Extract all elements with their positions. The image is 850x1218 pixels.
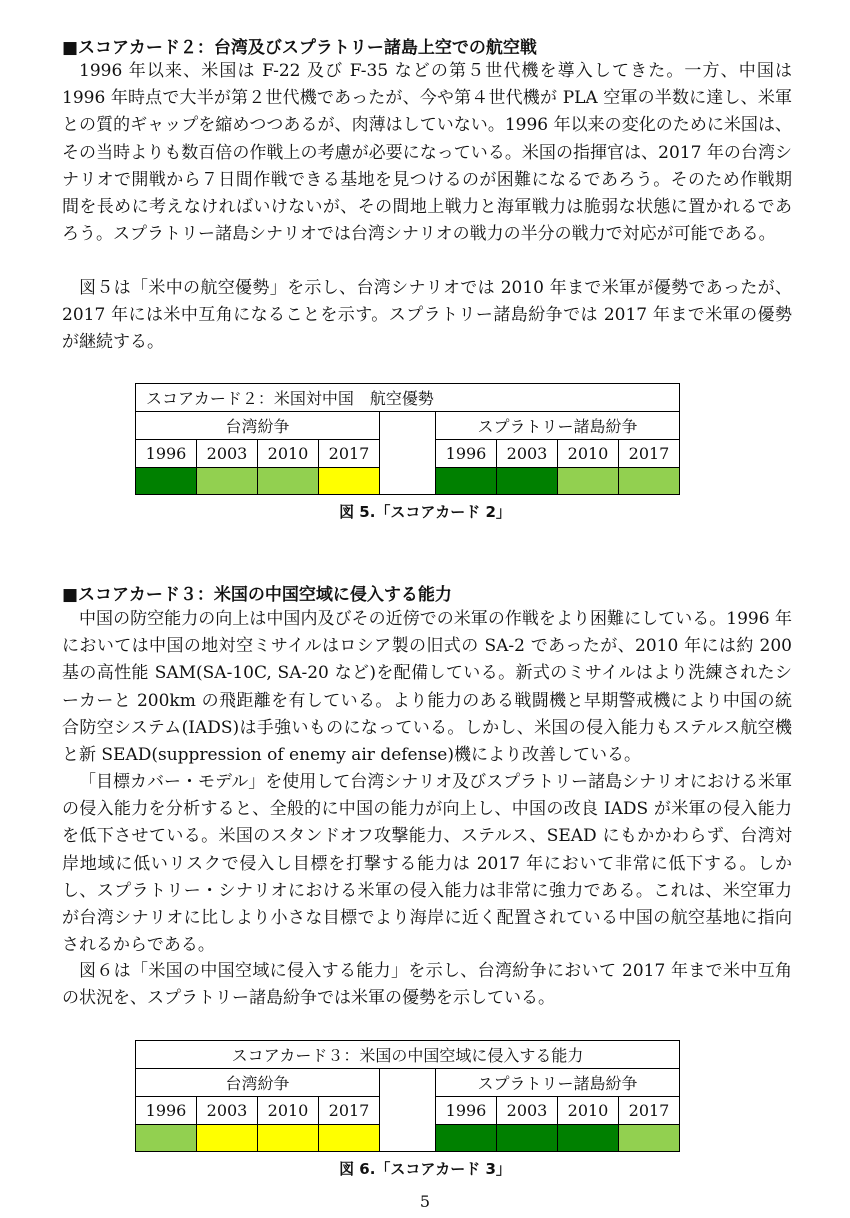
group-header-taiwan: 台湾紛争 xyxy=(136,1069,380,1097)
section-heading-scorecard-3: ■スコアカード３：米国の中国空域に侵入する能力 xyxy=(62,585,452,605)
group-header-spratly: スプラトリー諸島紛争 xyxy=(436,1069,680,1097)
year-cell: 2017 xyxy=(319,1097,380,1125)
year-cell: 2003 xyxy=(497,1097,558,1125)
year-cell: 2010 xyxy=(258,1097,319,1125)
year-cell: 2017 xyxy=(319,440,380,468)
scorecard-3-table xyxy=(135,1040,680,1152)
year-cell: 2003 xyxy=(197,440,258,468)
score-color-cell xyxy=(558,1125,619,1152)
spacer-cell xyxy=(380,1069,436,1152)
score-color-cell xyxy=(197,468,258,495)
year-cell: 1996 xyxy=(436,1097,497,1125)
year-cell: 2017 xyxy=(619,440,680,468)
year-cell: 1996 xyxy=(136,1097,197,1125)
year-cell: 1996 xyxy=(136,440,197,468)
year-cell: 2003 xyxy=(497,440,558,468)
score-color-cell xyxy=(436,468,497,495)
year-cell: 2010 xyxy=(558,1097,619,1125)
spacer-cell xyxy=(380,412,436,495)
year-cell: 2010 xyxy=(558,440,619,468)
score-color-cell xyxy=(197,1125,258,1152)
figure-caption: 図 6.「スコアカード 3」 xyxy=(339,1160,511,1178)
page-number: 5 xyxy=(419,1192,431,1211)
paragraph: 1996 年以来、米国は F-22 及び F-35 などの第５世代機を導入してきた。一方、中国は 1996 年時点で大半が第２世代機であったが、今や第４世代機が PLA 空軍の半数に達し、米軍との質的ギャップを縮めつつあるが、肉薄はしていない。1996 年以来の変化のために米国は、その当時よりも数百倍の作戦上の考慮が必要になっている。米国の指揮官は、2017 年の台湾シナリオで開戦から７日間作戦できる基地を見つけるのが困難になるであろう。そのため作戦期間を長めに考えなければいけないが、その間地上戦力と海軍戦力は脆弱な状態に置かれるであろう。スプラトリー諸島シナリオでは台湾シナリオの戦力の半分の戦力で対応が可能である。 xyxy=(62,61,792,245)
score-color-cell xyxy=(619,1125,680,1152)
score-color-cell xyxy=(258,1125,319,1152)
scorecard-title: スコアカード３：米国の中国空域に侵入する能力 xyxy=(136,1041,680,1069)
score-color-cell xyxy=(619,468,680,495)
score-color-cell xyxy=(136,468,197,495)
paragraph: 中国の防空能力の向上は中国内及びその近傍での米軍の作戦をより困難にしている。1996 年においては中国の地対空ミサイルはロシア製の旧式の SA-2 であったが、2010 年には約 200 基の高性能 SAM(SA-10C, SA-20 など)を配備している。新式のミサイルはより洗練されたシーカーと 200km の飛距離を有している。より能力のある戦闘機と早期警戒機により中国の統合防空システム(IADS)は手強いものになっている。しかし、米国の侵入能力もステルス航空機と新 SEAD(suppression of enemy air defense)機により改善している。 xyxy=(62,609,792,766)
scorecard-title: スコアカード２：米国対中国 航空優勢 xyxy=(136,384,680,412)
year-cell: 2003 xyxy=(197,1097,258,1125)
score-color-cell xyxy=(319,1125,380,1152)
score-color-cell xyxy=(558,468,619,495)
group-header-taiwan: 台湾紛争 xyxy=(136,412,380,440)
paragraph: 図６は「米国の中国空域に侵入する能力」を示し、台湾紛争において 2017 年まで米中互角の状況を、スプラトリー諸島紛争では米軍の優勢を示している。 xyxy=(62,961,792,1009)
figure-caption: 図 5.「スコアカード 2」 xyxy=(339,503,511,521)
section-heading-scorecard-2: ■スコアカード２：台湾及びスプラトリー諸島上空での航空戦 xyxy=(62,38,537,58)
score-color-cell xyxy=(136,1125,197,1152)
scorecard-2-table xyxy=(135,383,680,495)
group-header-spratly: スプラトリー諸島紛争 xyxy=(436,412,680,440)
score-color-cell xyxy=(436,1125,497,1152)
year-cell: 2017 xyxy=(619,1097,680,1125)
year-cell: 2010 xyxy=(258,440,319,468)
paragraph: 「目標カバー・モデル」を使用して台湾シナリオ及びスプラトリー諸島シナリオにおける米軍の侵入能力を分析すると、全般的に中国の能力が向上し、中国の改良 IADS が米軍の侵入能力を低下させている。米国のスタンドオフ攻撃能力、ステルス、SEAD にもかかわらず、台湾対岸地域に低いリスクで侵入し目標を打撃する能力は 2017 年において非常に低下する。しかし、スプラトリー・シナリオにおける米軍の侵入能力は非常に強力である。これは、米空軍力が台湾シナリオに比しより小さな目標でより海岸に近く配置されている中国の航空基地に指向されるからである。 xyxy=(62,772,792,956)
year-cell: 1996 xyxy=(436,440,497,468)
paragraph: 図５は「米中の航空優勢」を示し、台湾シナリオでは 2010 年まで米軍が優勢であったが、2017 年には米中互角になることを示す。スプラトリー諸島紛争では 2017 年まで米軍の優勢が継続する。 xyxy=(62,278,792,353)
score-color-cell xyxy=(319,468,380,495)
score-color-cell xyxy=(497,1125,558,1152)
score-color-cell xyxy=(258,468,319,495)
score-color-cell xyxy=(497,468,558,495)
